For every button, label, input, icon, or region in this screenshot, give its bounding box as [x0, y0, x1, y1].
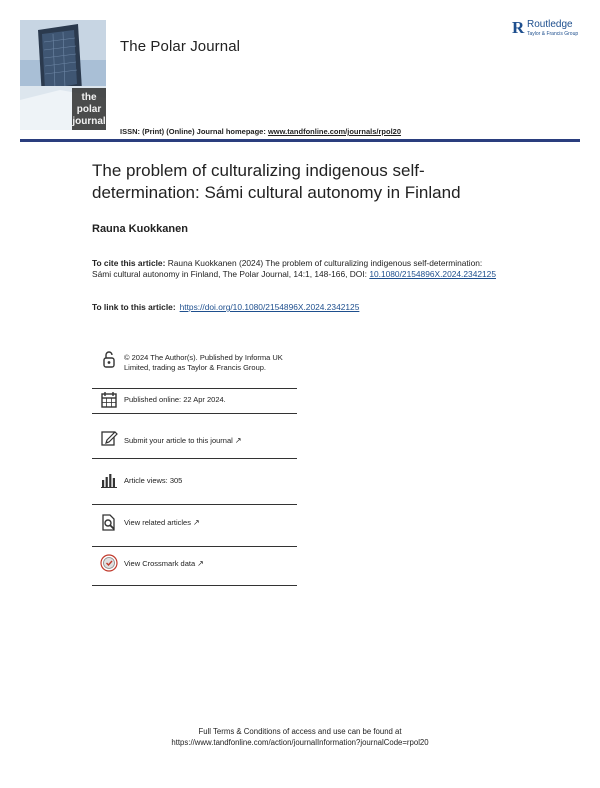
- related-articles-label: View related articles: [124, 518, 191, 527]
- article-views-text: Article views: 305: [124, 476, 183, 485]
- footer-terms-link[interactable]: https://www.tandfonline.com/action/journalInformation?journalCode=rpol20: [171, 738, 429, 747]
- open-access-icon: [100, 350, 118, 368]
- citation-doi-link[interactable]: 10.1080/2154896X.2024.2342125: [369, 269, 496, 279]
- calendar-icon: [100, 391, 118, 409]
- published-row: [92, 388, 297, 414]
- published-date: Published online: 22 Apr 2024.: [124, 395, 226, 404]
- crossmark-row[interactable]: [92, 546, 297, 586]
- article-views-row: [92, 458, 297, 505]
- crossmark-icon: [100, 554, 118, 572]
- citation-label: To cite this article:: [92, 258, 166, 268]
- related-articles-link[interactable]: [124, 518, 296, 528]
- footer-terms-text: Full Terms & Conditions of access and use can be found at: [198, 727, 402, 736]
- svg-text:polar: polar: [76, 104, 102, 115]
- related-articles-icon: [100, 514, 118, 532]
- related-articles-row[interactable]: [92, 504, 297, 547]
- link-label: To link to this article:: [92, 302, 176, 312]
- svg-text:the: the: [81, 92, 97, 103]
- article-link-line: [92, 302, 359, 312]
- submit-article-link[interactable]: [124, 436, 296, 446]
- journal-cover-image: [20, 20, 106, 130]
- footer: [0, 726, 600, 748]
- routledge-r-icon: R: [512, 18, 525, 37]
- header-divider: [20, 139, 580, 142]
- author-name: Rauna Kuokkanen: [92, 223, 188, 235]
- copyright-text: © 2024 The Author(s). Published by Informa UK Limited, trading as Taylor & Francis Group.: [124, 353, 283, 372]
- issn-line: [120, 127, 401, 136]
- crossmark-link[interactable]: [124, 559, 296, 569]
- bar-chart-icon: [100, 471, 118, 489]
- publisher-name: Routledge: [527, 19, 573, 30]
- open-access-row: [92, 347, 297, 389]
- edit-icon: [100, 429, 118, 447]
- submit-article-label: Submit your article to this journal: [124, 436, 233, 445]
- external-link-icon: ↗: [234, 436, 242, 445]
- citation-block: [92, 258, 502, 280]
- journal-homepage-link[interactable]: www.tandfonline.com/journals/rpol20: [267, 127, 402, 136]
- citation-text: Rauna Kuokkanen (2024) The problem of culturalizing indigenous self-determination: Sámi cultural autonomy in Finland, The Polar Journal, 14:1, 148-166, DOI:: [92, 258, 483, 279]
- issn-text: ISSN: (Print) (Online): [120, 127, 197, 136]
- svg-text:journal: journal: [72, 116, 106, 127]
- journal-title: The Polar Journal: [120, 38, 241, 55]
- article-doi-link[interactable]: https://doi.org/10.1080/2154896X.2024.2342125: [179, 302, 360, 312]
- publisher-tagline: Taylor & Francis Group: [527, 31, 579, 37]
- crossmark-label: View Crossmark data: [124, 559, 196, 568]
- homepage-label: Journal homepage:: [196, 127, 268, 136]
- external-link-icon: ↗: [192, 518, 200, 527]
- external-link-icon: ↗: [197, 559, 204, 568]
- submit-article-row[interactable]: [92, 413, 297, 459]
- article-title: The problem of culturalizing indigenous self-determination: Sámi cultural autonomy in Finland: [92, 161, 461, 202]
